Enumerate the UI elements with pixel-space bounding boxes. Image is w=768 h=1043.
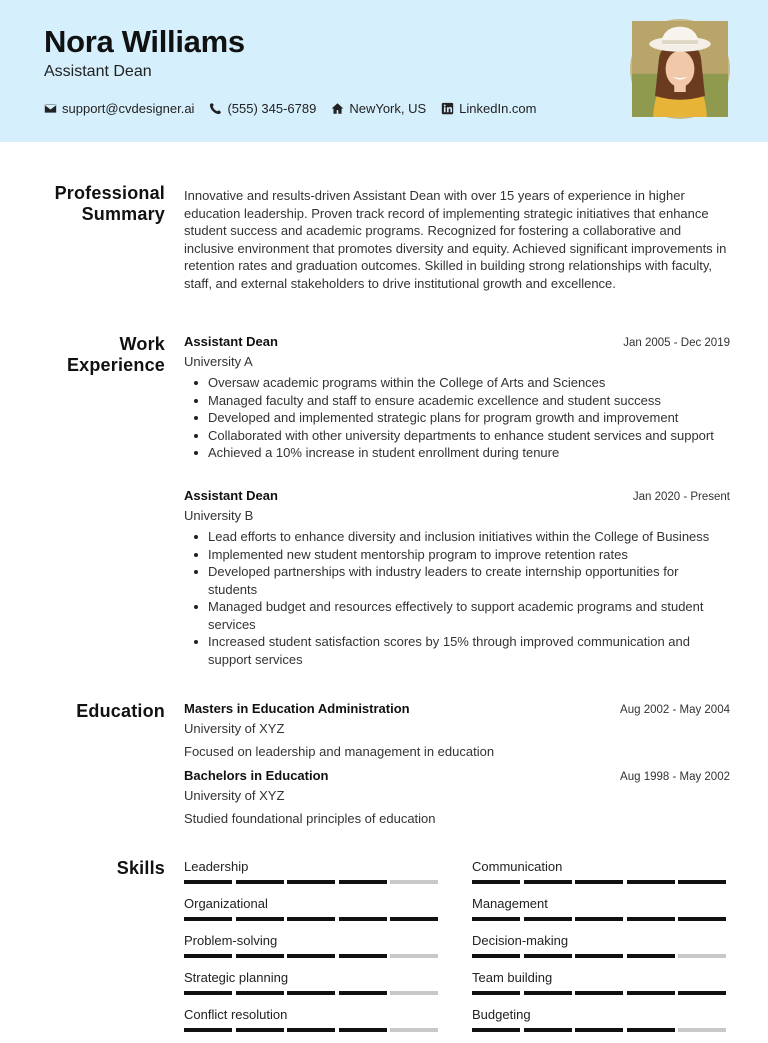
skill-level-bar xyxy=(472,917,730,921)
skill-name: Problem-solving xyxy=(184,933,278,948)
job-organization: University A xyxy=(184,353,253,369)
skill-level-segment-filled xyxy=(184,880,232,884)
skill-item xyxy=(472,969,730,1006)
job-bullet: Developed and implemented strategic plans for program growth and improvement xyxy=(184,409,730,427)
education-entry xyxy=(184,767,730,828)
contact-location xyxy=(331,101,426,116)
skill-level-segment-filled xyxy=(678,991,726,995)
summary-title-line-1: Professional xyxy=(54,183,165,203)
skill-level-segment-filled xyxy=(575,880,623,884)
skill-level-segment-filled xyxy=(678,917,726,921)
job-bullet: Lead efforts to enhance diversity and inclusion initiatives within the College of Business xyxy=(184,528,730,546)
skill-level-segment-filled xyxy=(627,1028,675,1032)
skill-item xyxy=(184,858,442,895)
experience-entry xyxy=(184,487,730,668)
skill-level-segment-filled xyxy=(575,991,623,995)
job-bullet: Oversaw academic programs within the College of Arts and Sciences xyxy=(184,374,730,392)
skill-level-segment-filled xyxy=(627,880,675,884)
skill-level-segment-filled xyxy=(472,1028,520,1032)
experience-entry xyxy=(184,333,730,462)
skill-level-segment-filled xyxy=(236,917,284,921)
skill-name: Leadership xyxy=(184,859,249,874)
skill-level-segment-filled xyxy=(627,991,675,995)
skill-level-segment-filled xyxy=(678,880,726,884)
education-description: Focused on leadership and management in education xyxy=(184,744,495,759)
profile-photo-illustration xyxy=(632,21,728,117)
skill-level-segment-filled xyxy=(472,991,520,995)
skill-level-bar xyxy=(184,991,442,995)
job-dates: Jan 2005 - Dec 2019 xyxy=(623,337,730,349)
skill-item xyxy=(472,1006,730,1043)
skill-level-segment-filled xyxy=(390,917,438,921)
skill-item xyxy=(472,932,730,969)
skill-level-segment-filled xyxy=(524,1028,572,1032)
skill-level-segment-filled xyxy=(236,954,284,958)
location-text: NewYork, US xyxy=(349,101,427,116)
skill-level-bar xyxy=(184,1028,442,1032)
skill-level-segment-filled xyxy=(575,917,623,921)
education-dates: Aug 2002 - May 2004 xyxy=(620,704,730,716)
summary-text: Innovative and results-driven Assistant Dean with over 15 years of experience in higher education leadership. Proven track record of implementing strategic initiatives that enhance student success and academic programs. Recognized for fostering a collaborative and inclusive environment that promotes diversity and equity. Achieved significant improvements in retention rates and graduation outcomes. Skilled in building strong relationships with faculty, staff, and external stakeholders to drive institutional growth and excellence. xyxy=(184,188,727,291)
skill-level-segment-filled xyxy=(339,880,387,884)
job-dates: Jan 2020 - Present xyxy=(632,491,730,503)
phone-icon xyxy=(209,102,222,115)
degree-title: Bachelors in Education xyxy=(184,768,329,783)
skill-level-segment-filled xyxy=(339,991,387,995)
job-bullet: Implemented new student mentorship program to improve retention rates xyxy=(184,546,730,564)
skill-level-segment-filled xyxy=(236,1028,284,1032)
linkedin-text: LinkedIn.com xyxy=(459,101,537,116)
summary-title-line-2: Summary xyxy=(81,204,165,224)
job-bullet: Managed faculty and staff to ensure academic excellence and student success xyxy=(184,392,730,410)
phone-text: (555) 345-6789 xyxy=(227,101,317,116)
skill-level-bar xyxy=(472,1028,730,1032)
education-section-title: Education xyxy=(76,701,165,721)
job-title: Assistant Dean xyxy=(184,488,278,503)
job-bullets xyxy=(184,528,730,668)
skill-level-bar xyxy=(184,880,442,884)
skill-level-segment-filled xyxy=(339,954,387,958)
skill-level-segment-filled xyxy=(287,954,335,958)
education-dates: Aug 1998 - May 2002 xyxy=(620,771,730,783)
experience-title-line-1: Work xyxy=(119,334,165,354)
email-text: support@cvdesigner.ai xyxy=(62,101,195,116)
linkedin-icon xyxy=(441,102,454,115)
school-name: University of XYZ xyxy=(184,720,285,736)
skill-level-segment-filled xyxy=(524,954,572,958)
skill-level-segment-filled xyxy=(339,917,387,921)
skill-item xyxy=(184,895,442,932)
skill-level-segment-filled xyxy=(472,954,520,958)
skill-level-segment-filled xyxy=(524,991,572,995)
skill-level-segment-empty xyxy=(390,954,438,958)
candidate-name: Nora Williams xyxy=(44,24,245,59)
skill-level-bar xyxy=(184,917,442,921)
skill-level-segment-filled xyxy=(287,917,335,921)
skill-level-segment-empty xyxy=(678,1028,726,1032)
job-title: Assistant Dean xyxy=(184,334,278,349)
skill-level-segment-filled xyxy=(287,880,335,884)
school-name: University of XYZ xyxy=(184,787,285,803)
skill-level-segment-filled xyxy=(287,991,335,995)
candidate-role: Assistant Dean xyxy=(44,63,152,80)
skill-level-segment-empty xyxy=(678,954,726,958)
job-bullet: Achieved a 10% increase in student enrollment during tenure xyxy=(184,444,730,462)
skill-name: Organizational xyxy=(184,896,268,911)
job-bullet: Managed budget and resources effectively to support academic programs and student services xyxy=(184,598,730,633)
education-description: Studied foundational principles of education xyxy=(184,811,436,826)
contact-linkedin[interactable] xyxy=(441,101,536,116)
skill-level-segment-filled xyxy=(236,880,284,884)
skill-level-segment-filled xyxy=(524,917,572,921)
skill-level-segment-filled xyxy=(184,954,232,958)
skill-name: Decision-making xyxy=(472,933,569,948)
skill-level-segment-filled xyxy=(627,954,675,958)
skill-level-segment-filled xyxy=(524,880,572,884)
experience-section-title xyxy=(67,334,165,376)
skill-name: Management xyxy=(472,896,548,911)
skill-item xyxy=(184,932,442,969)
resume-header xyxy=(0,0,768,142)
skill-level-bar xyxy=(472,991,730,995)
skill-item xyxy=(184,969,442,1006)
skill-level-segment-filled xyxy=(575,1028,623,1032)
profile-photo xyxy=(630,19,730,119)
skill-name: Strategic planning xyxy=(184,970,289,985)
skill-level-bar xyxy=(184,954,442,958)
job-organization: University B xyxy=(184,507,254,523)
skill-level-segment-empty xyxy=(390,1028,438,1032)
degree-title: Masters in Education Administration xyxy=(184,701,410,716)
job-bullet: Increased student satisfaction scores by 15% through improved communication and support services xyxy=(184,633,730,668)
skill-item xyxy=(472,895,730,932)
home-icon xyxy=(331,102,344,115)
skill-level-segment-filled xyxy=(287,1028,335,1032)
skill-item xyxy=(184,1006,442,1043)
job-bullet: Collaborated with other university departments to enhance student services and support xyxy=(184,427,730,445)
job-bullet: Developed partnerships with industry leaders to create internship opportunities for students xyxy=(184,563,730,598)
skill-level-bar xyxy=(472,880,730,884)
skill-level-segment-filled xyxy=(472,917,520,921)
job-bullets xyxy=(184,374,730,462)
skills-grid xyxy=(184,858,730,1043)
skill-name: Conflict resolution xyxy=(184,1007,288,1022)
skill-level-segment-empty xyxy=(390,880,438,884)
summary-section-title xyxy=(55,183,165,225)
skill-name: Budgeting xyxy=(472,1007,531,1022)
skill-name: Team building xyxy=(472,970,553,985)
contact-bar xyxy=(44,101,552,116)
skill-level-bar xyxy=(472,954,730,958)
skill-name: Communication xyxy=(472,859,563,874)
skill-item xyxy=(472,858,730,895)
skill-level-segment-filled xyxy=(184,991,232,995)
skill-level-segment-filled xyxy=(339,1028,387,1032)
skill-level-segment-filled xyxy=(236,991,284,995)
skill-level-segment-filled xyxy=(627,917,675,921)
contact-phone[interactable] xyxy=(209,101,316,116)
contact-email[interactable] xyxy=(44,101,194,116)
skill-level-segment-filled xyxy=(575,954,623,958)
experience-title-line-2: Experience xyxy=(66,355,165,375)
envelope-icon xyxy=(44,102,57,115)
education-entry xyxy=(184,700,730,761)
skill-level-segment-filled xyxy=(184,1028,232,1032)
skill-level-segment-empty xyxy=(390,991,438,995)
skills-section-title: Skills xyxy=(116,858,165,878)
skill-level-segment-filled xyxy=(184,917,232,921)
skill-level-segment-filled xyxy=(472,880,520,884)
